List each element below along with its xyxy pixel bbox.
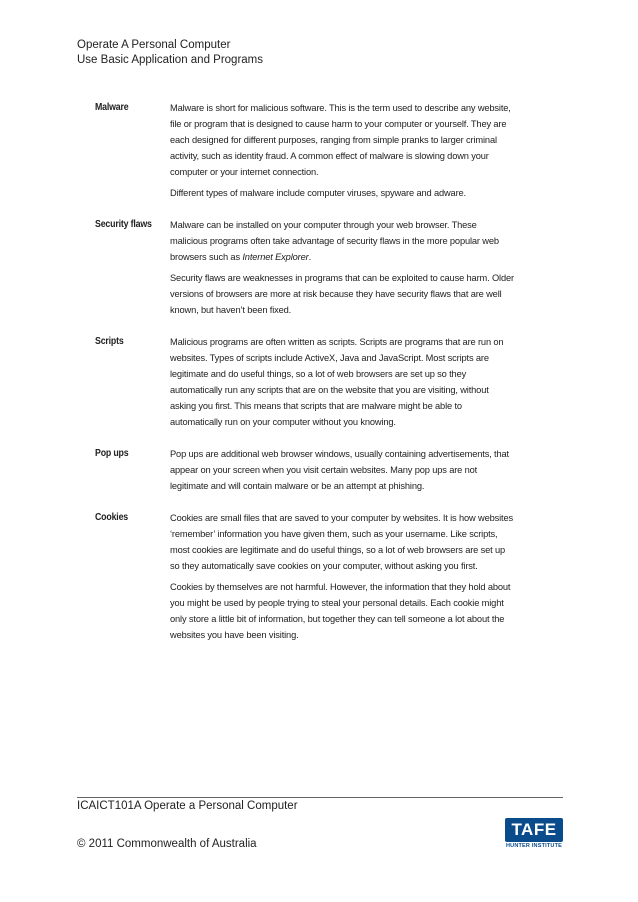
term-scripts: Scripts [95,336,124,347]
desc-scripts [170,334,515,435]
term-malware: Malware [95,102,129,113]
paragraph: Malware is short for malicious software. This is the term used to describe any website, file or program that is designed to cause harm to your computer or yourself. They are each designed for different purposes, ranging from simple pranks to larger criminal activity, such as identity fraud. A common effect of malware is slowing down your computer or your internet connection. [170,103,511,177]
paragraph: Security flaws are weaknesses in programs that can be exploited to cause harm. Older versions of browsers are more at risk because they have security flaws that are well known, but haven’t been fixed. [170,273,514,315]
section-scripts [95,334,515,435]
section-pop-ups [95,446,515,499]
glossary-content [95,100,515,659]
paragraph: Pop ups are additional web browser windows, usually containing advertisements, that appear on your screen when you visit certain websites. Many pop ups are not legitimate and will contain malware or be an attempt at phishing. [170,449,509,491]
logo-wordmark: TAFE [505,818,563,842]
paragraph [170,217,515,265]
header-title: Operate A Personal Computer [77,39,231,51]
desc-security-flaws [170,217,515,323]
section-cookies [95,510,515,648]
footer-copyright: © 2011 Commonwealth of Australia [77,838,257,850]
tafe-logo [505,818,563,852]
paragraph: Different types of malware include computer viruses, spyware and adware. [170,188,466,198]
text: Malware can be installed on your computer through your web browser. These malicious programs often take advantage of security flaws in the more popular web browsers such as [170,220,499,262]
term-security-flaws: Security flaws [95,219,152,230]
browser-name: Internet Explorer [242,252,309,262]
footer-divider [77,797,563,798]
footer-course-title: ICAICT101A Operate a Personal Computer [77,800,298,812]
section-malware [95,100,515,206]
term-pop-ups: Pop ups [95,448,129,459]
logo-subtitle: HUNTER INSTITUTE [505,843,563,849]
desc-pop-ups [170,446,515,499]
term-cookies: Cookies [95,512,129,523]
page-header [77,38,263,68]
paragraph: Cookies by themselves are not harmful. However, the information that they hold about you might be used by people trying to steal your personal details. Each cookie might only store a little bit of information, but together they can tell someone a lot about the websites you have been visiting. [170,582,511,640]
text: . [308,252,311,262]
section-security-flaws [95,217,515,323]
paragraph: Cookies are small files that are saved to your computer by websites. It is how websites ‘remember’ information you have given them, such as your username. Like scripts, most cookies are legitimate and do useful things, so a lot of web browsers are set up so they automatically save cookies on your computer, without asking you first. [170,513,513,571]
desc-malware [170,100,515,206]
header-subtitle: Use Basic Application and Programs [77,54,264,66]
desc-cookies [170,510,515,648]
paragraph: Malicious programs are often written as scripts. Scripts are programs that are run on websites. Types of scripts include ActiveX, Java and JavaScript. Most scripts are legitimate and do useful things, so a lot of web browsers are set up so they automatically run any scripts that are on the website that you are visiting, without asking you first. This means that scripts that are malware might be able to automatically run on your computer without you knowing. [170,337,504,427]
